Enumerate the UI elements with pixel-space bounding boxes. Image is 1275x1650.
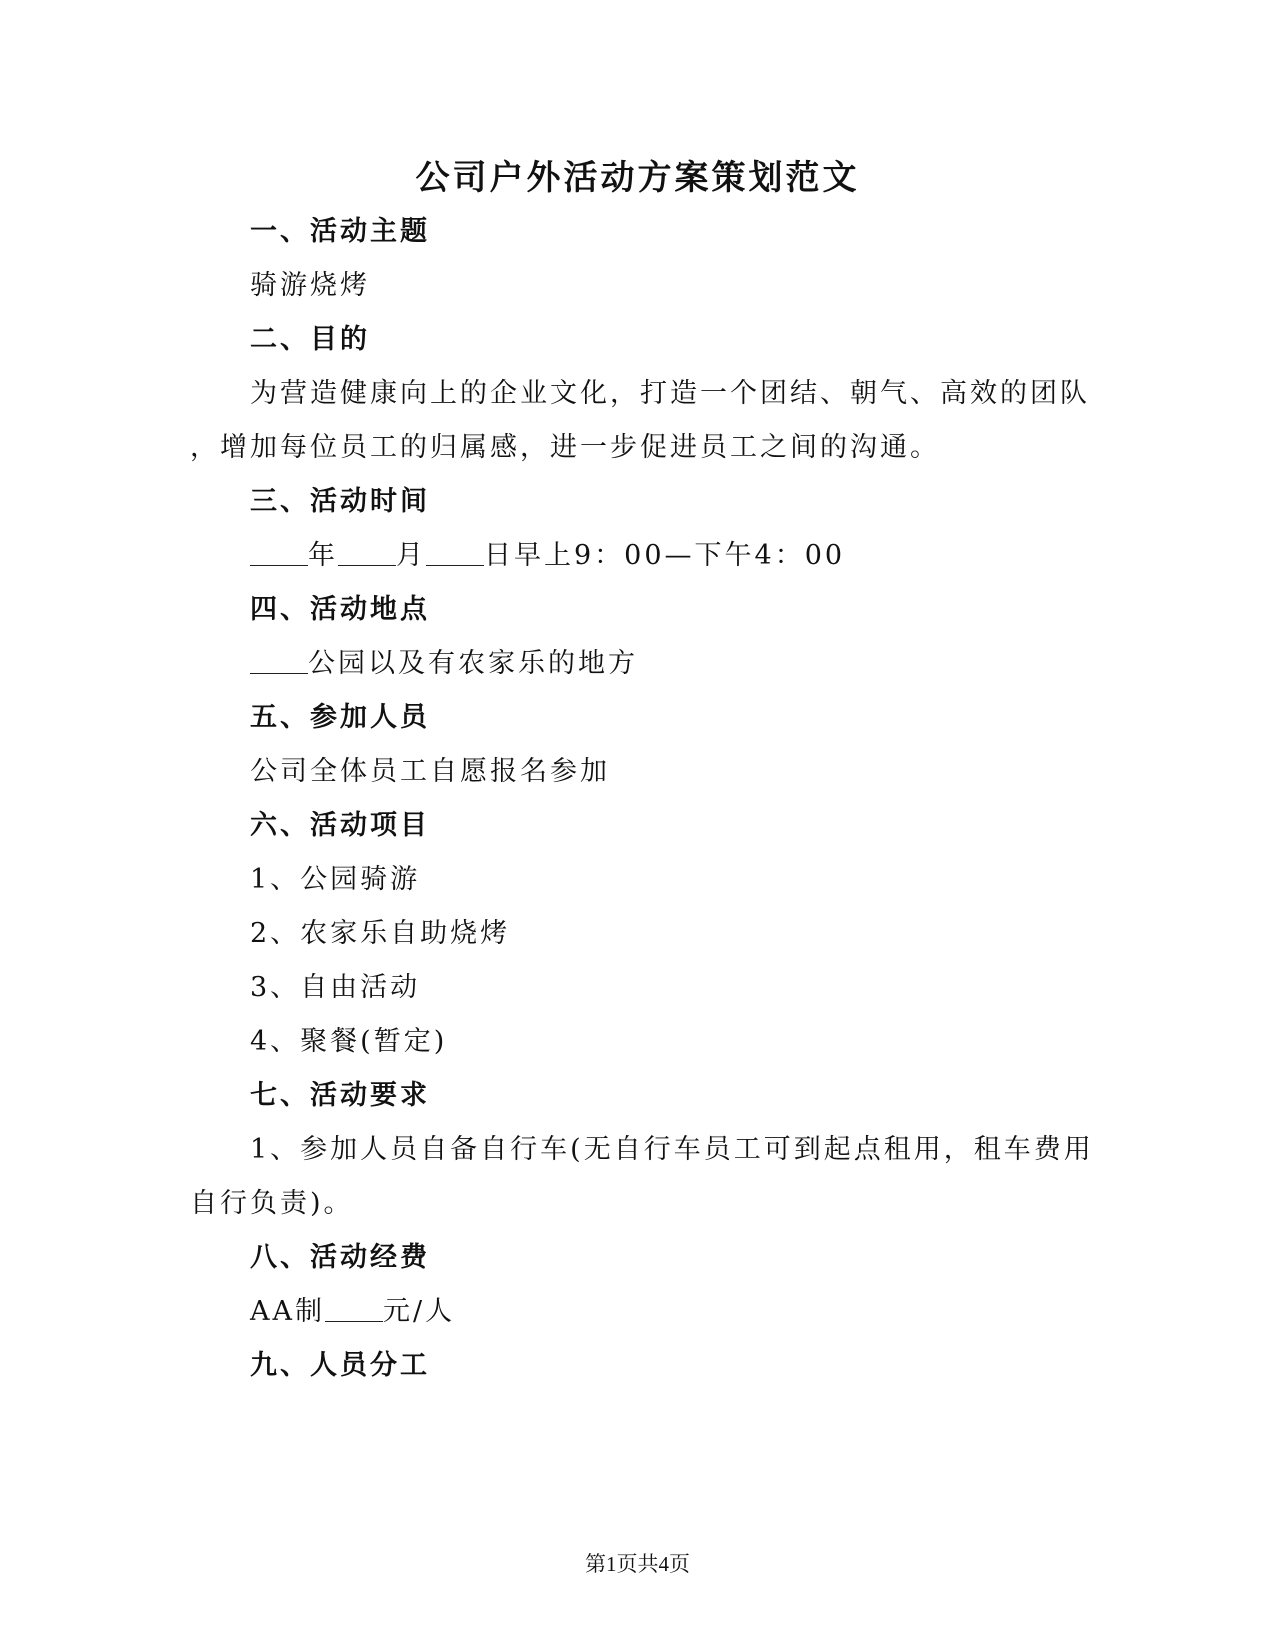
section-7-heading: 七、活动要求	[250, 1080, 430, 1111]
blank-underline	[325, 1297, 383, 1322]
section-4-body	[250, 644, 638, 684]
blank-underline	[426, 541, 484, 566]
section-1-body: 骑游烧烤	[250, 270, 370, 301]
section-5-body: 公司全体员工自愿报名参加	[250, 756, 610, 787]
aa-prefix: AA制	[250, 1296, 325, 1327]
blank-underline	[250, 541, 308, 566]
blank-underline	[338, 541, 396, 566]
section-2-body-line2: ，增加每位员工的归属感，进一步促进员工之间的沟通。	[190, 432, 940, 463]
section-8-body	[250, 1292, 455, 1332]
month-label: 月	[396, 540, 426, 571]
section-9-heading: 九、人员分工	[250, 1350, 430, 1381]
section-5-heading: 五、参加人员	[250, 702, 430, 733]
document-title: 公司户外活动方案策划范文	[415, 158, 860, 198]
section-6-heading: 六、活动项目	[250, 810, 430, 841]
time-range: 日早上9：00—下午4：00	[484, 540, 846, 571]
activity-item-1: 1、公园骑游	[250, 864, 421, 895]
year-label: 年	[308, 540, 338, 571]
section-7-body-line1: 1、参加人员自备自行车(无自行车员工可到起点租用，租车费用	[250, 1134, 1094, 1165]
activity-item-4: 4、聚餐(暂定)	[250, 1026, 448, 1057]
section-7-body-line2: 自行负责)。	[190, 1188, 354, 1219]
location-text: 公园以及有农家乐的地方	[308, 648, 638, 679]
section-3-heading: 三、活动时间	[250, 486, 430, 517]
per-person-suffix: 元/人	[383, 1296, 456, 1327]
activity-item-3: 3、自由活动	[250, 972, 421, 1003]
section-2-heading: 二、目的	[250, 324, 370, 355]
blank-underline	[250, 649, 308, 674]
section-8-heading: 八、活动经费	[250, 1242, 430, 1273]
section-2-body-line1: 为营造健康向上的企业文化，打造一个团结、朝气、高效的团队	[250, 378, 1090, 409]
activity-item-2: 2、农家乐自助烧烤	[250, 918, 511, 949]
section-4-heading: 四、活动地点	[250, 594, 430, 625]
section-3-body	[250, 536, 845, 576]
section-1-heading: 一、活动主题	[250, 216, 430, 247]
page-footer: 第1页共4页	[585, 1552, 690, 1576]
